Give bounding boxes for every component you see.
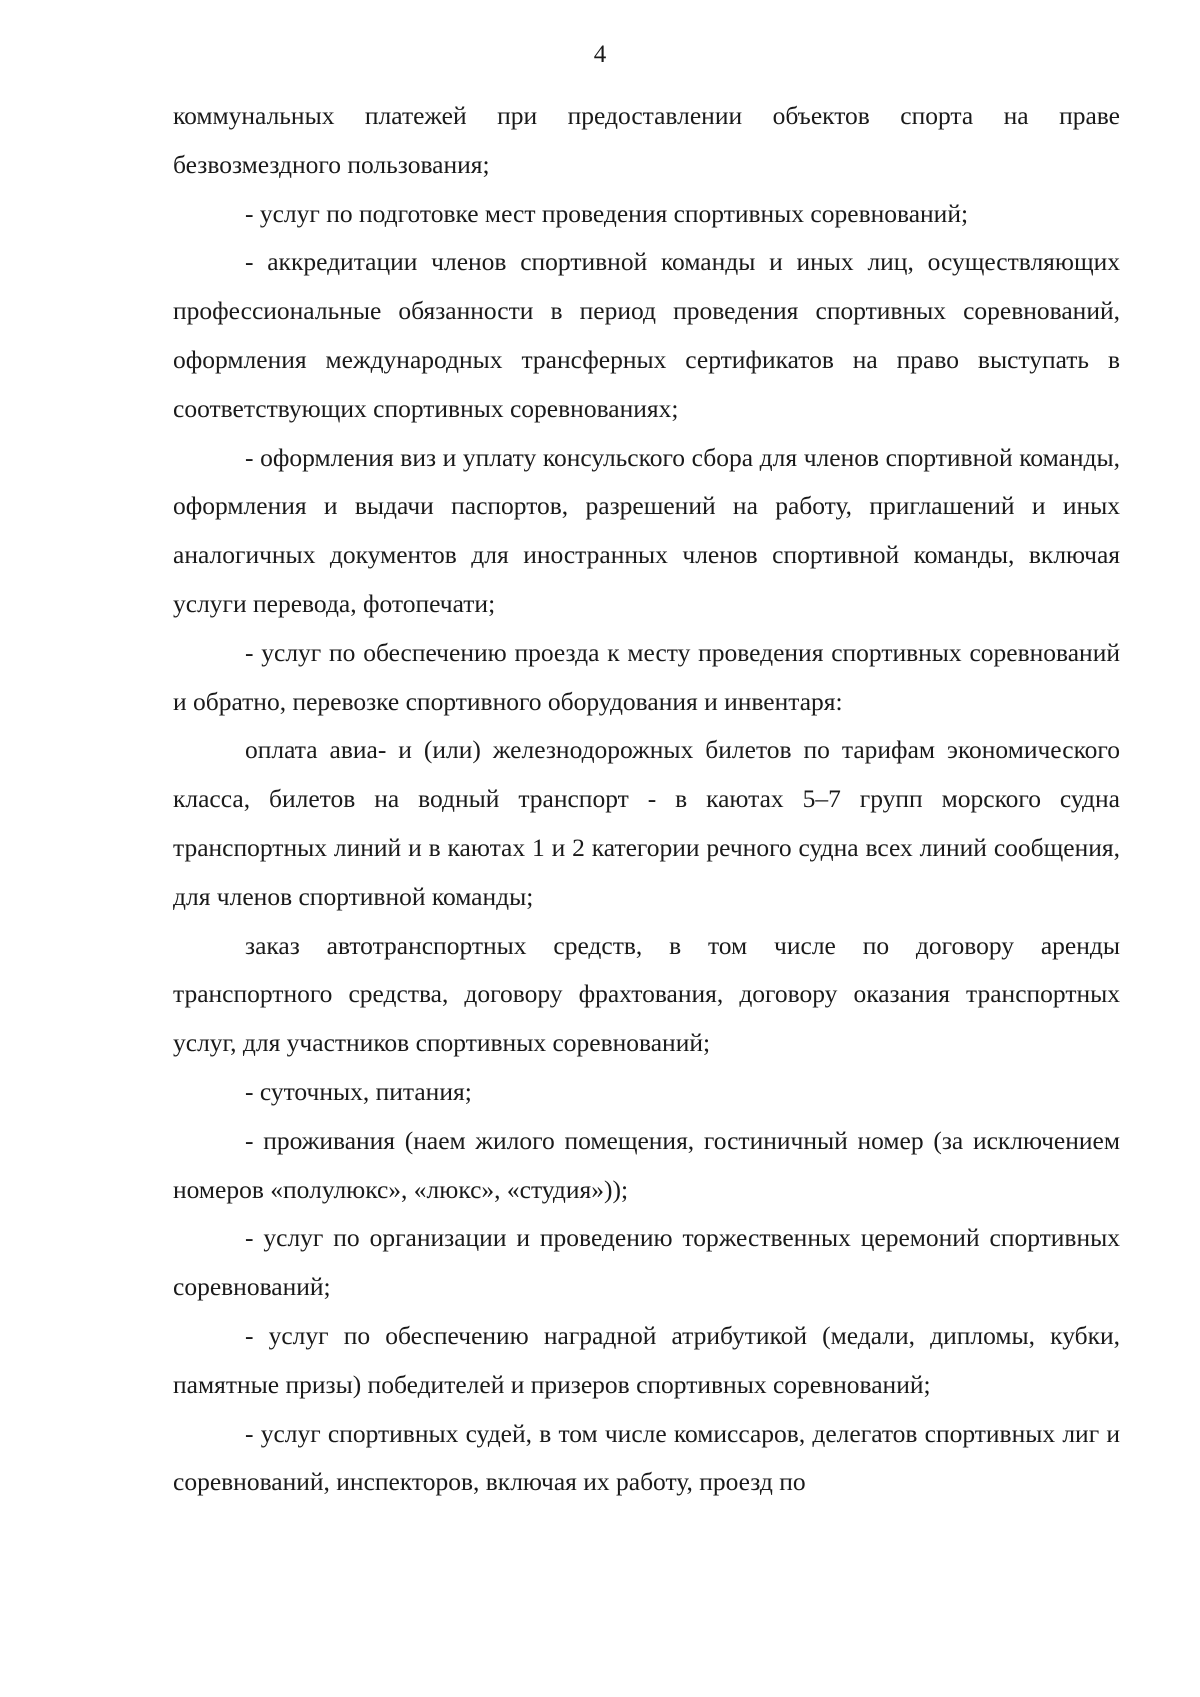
paragraph-accommodation: - проживания (наем жилого помещения, гостиничный номер (за исключением номеров «полулюкс», «люкс», «студия»)); xyxy=(173,1125,1120,1204)
paragraph-tickets: оплата авиа- и (или) железнодорожных билетов по тарифам экономического класса, билетов на водный транспорт - в каютах 5–7 групп морского судна транспортных линий и в каютах 1 и 2 категории речного судна всех линий сообщения, для членов спортивной команды; xyxy=(173,735,1120,911)
document-body xyxy=(173,92,1120,1507)
paragraph-venue-preparation: - услуг по подготовке мест проведения спортивных соревнований; xyxy=(245,198,969,228)
paragraph-referees: - услуг спортивных судей, в том числе комиссаров, делегатов спортивных лиг и соревнований, инспекторов, включая их работу, проезд по xyxy=(173,1418,1120,1497)
paragraph-travel: - услуг по обеспечению проезда к месту проведения спортивных соревнований и обратно, перевозке спортивного оборудования и инвентаря: xyxy=(173,637,1120,716)
page-number: 4 xyxy=(593,41,607,68)
paragraph-continuation: коммунальных платежей при предоставлении объектов спорта на праве безвозмездного пользования; xyxy=(173,101,1120,179)
paragraph-visas: - оформления виз и уплату консульского сбора для членов спортивной команды, оформления и выдачи паспортов, разрешений на работу, приглашений и иных аналогичных документов для иностранных членов спортивной команды, включая услуги перевода, фотопечати; xyxy=(173,442,1120,618)
paragraph-awards: - услуг по обеспечению наградной атрибутикой (медали, дипломы, кубки, памятные призы) победителей и призеров спортивных соревнований; xyxy=(173,1320,1120,1399)
paragraph-ceremonies: - услуг по организации и проведению торжественных церемоний спортивных соревнований; xyxy=(173,1223,1120,1302)
paragraph-accreditation: - аккредитации членов спортивной команды и иных лиц, осуществляющих профессиональные обязанности в период проведения спортивных соревнований, оформления международных трансферных сертификатов на право выступать в соответствующих спортивных соревнованиях; xyxy=(173,247,1120,423)
paragraph-per-diem: - суточных, питания; xyxy=(245,1076,472,1106)
paragraph-vehicles: заказ автотранспортных средств, в том числе по договору аренды транспортного средства, договору фрахтования, договору оказания транспортных услуг, для участников спортивных соревнований; xyxy=(173,930,1120,1058)
